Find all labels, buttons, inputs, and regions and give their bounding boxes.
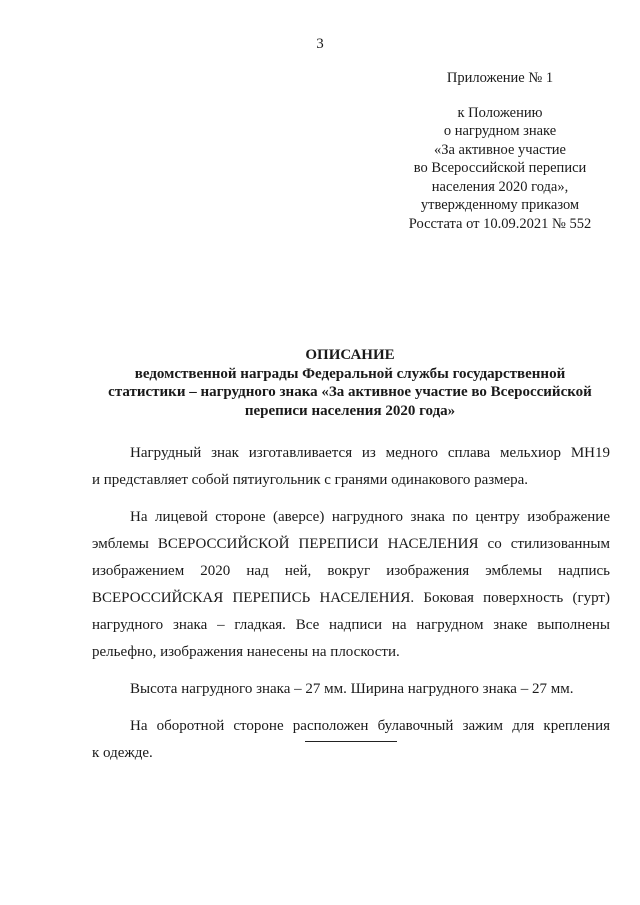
appendix-line: к Положению — [457, 104, 543, 121]
document-body — [92, 440, 610, 777]
heading-title: ОПИСАНИЕ — [305, 347, 395, 363]
appendix-line: утвержденному приказом — [420, 197, 580, 213]
appendix-line: Росстата от 10.09.2021 № 552 — [408, 215, 592, 232]
paragraph-line: нагрудного знака – гладкая. Все надписи на нагрудном знаке выполнены — [92, 617, 610, 633]
document-heading — [90, 346, 610, 420]
appendix-block — [380, 69, 620, 233]
page-number: 3 — [316, 36, 324, 52]
paragraph-line: к одежде. — [92, 745, 153, 761]
heading-line: переписи населения 2020 года» — [244, 402, 456, 419]
paragraph-line: На лицевой стороне (аверсе) нагрудного знака по центру изображение — [130, 509, 610, 525]
paragraph — [92, 440, 610, 494]
appendix-title: Приложение № 1 — [446, 70, 554, 86]
appendix-line: во Всероссийской переписи — [413, 160, 587, 176]
paragraph-line: Высота нагрудного знака – 27 мм. Ширина нагрудного знака – 27 мм. — [130, 681, 574, 697]
paragraph-line: На оборотной стороне расположен булавочный зажим для крепления — [130, 718, 610, 734]
appendix-line: о нагрудном знаке — [443, 123, 557, 139]
appendix-line: населения 2020 года», — [431, 178, 569, 195]
paragraph-line: рельефно, изображения нанесены на плоскости. — [92, 644, 400, 660]
paragraph-line: изображением 2020 над ней, вокруг изображения эмблемы надпись — [92, 563, 610, 579]
paragraph-line: Нагрудный знак изготавливается из медного сплава мельхиор МН19 — [130, 445, 610, 461]
paragraph — [92, 713, 610, 767]
paragraph — [92, 676, 610, 703]
paragraph-line: и представляет собой пятиугольник с гранями одинакового размера. — [92, 472, 529, 488]
heading-line: ведомственной награды Федеральной службы государственной — [134, 365, 566, 382]
appendix-line: «За активное участие — [433, 141, 566, 158]
paragraph-line: эмблемы ВСЕРОССИЙСКОЙ ПЕРЕПИСИ НАСЕЛЕНИЯ со стилизованным — [92, 536, 610, 552]
closing-divider — [305, 741, 397, 742]
heading-line: статистики – нагрудного знака «За активное участие во Всероссийской — [108, 384, 592, 400]
paragraph-line: ВСЕРОССИЙСКАЯ ПЕРЕПИСЬ НАСЕЛЕНИЯ. Боковая поверхность (гурт) — [92, 590, 610, 606]
paragraph — [92, 504, 610, 666]
